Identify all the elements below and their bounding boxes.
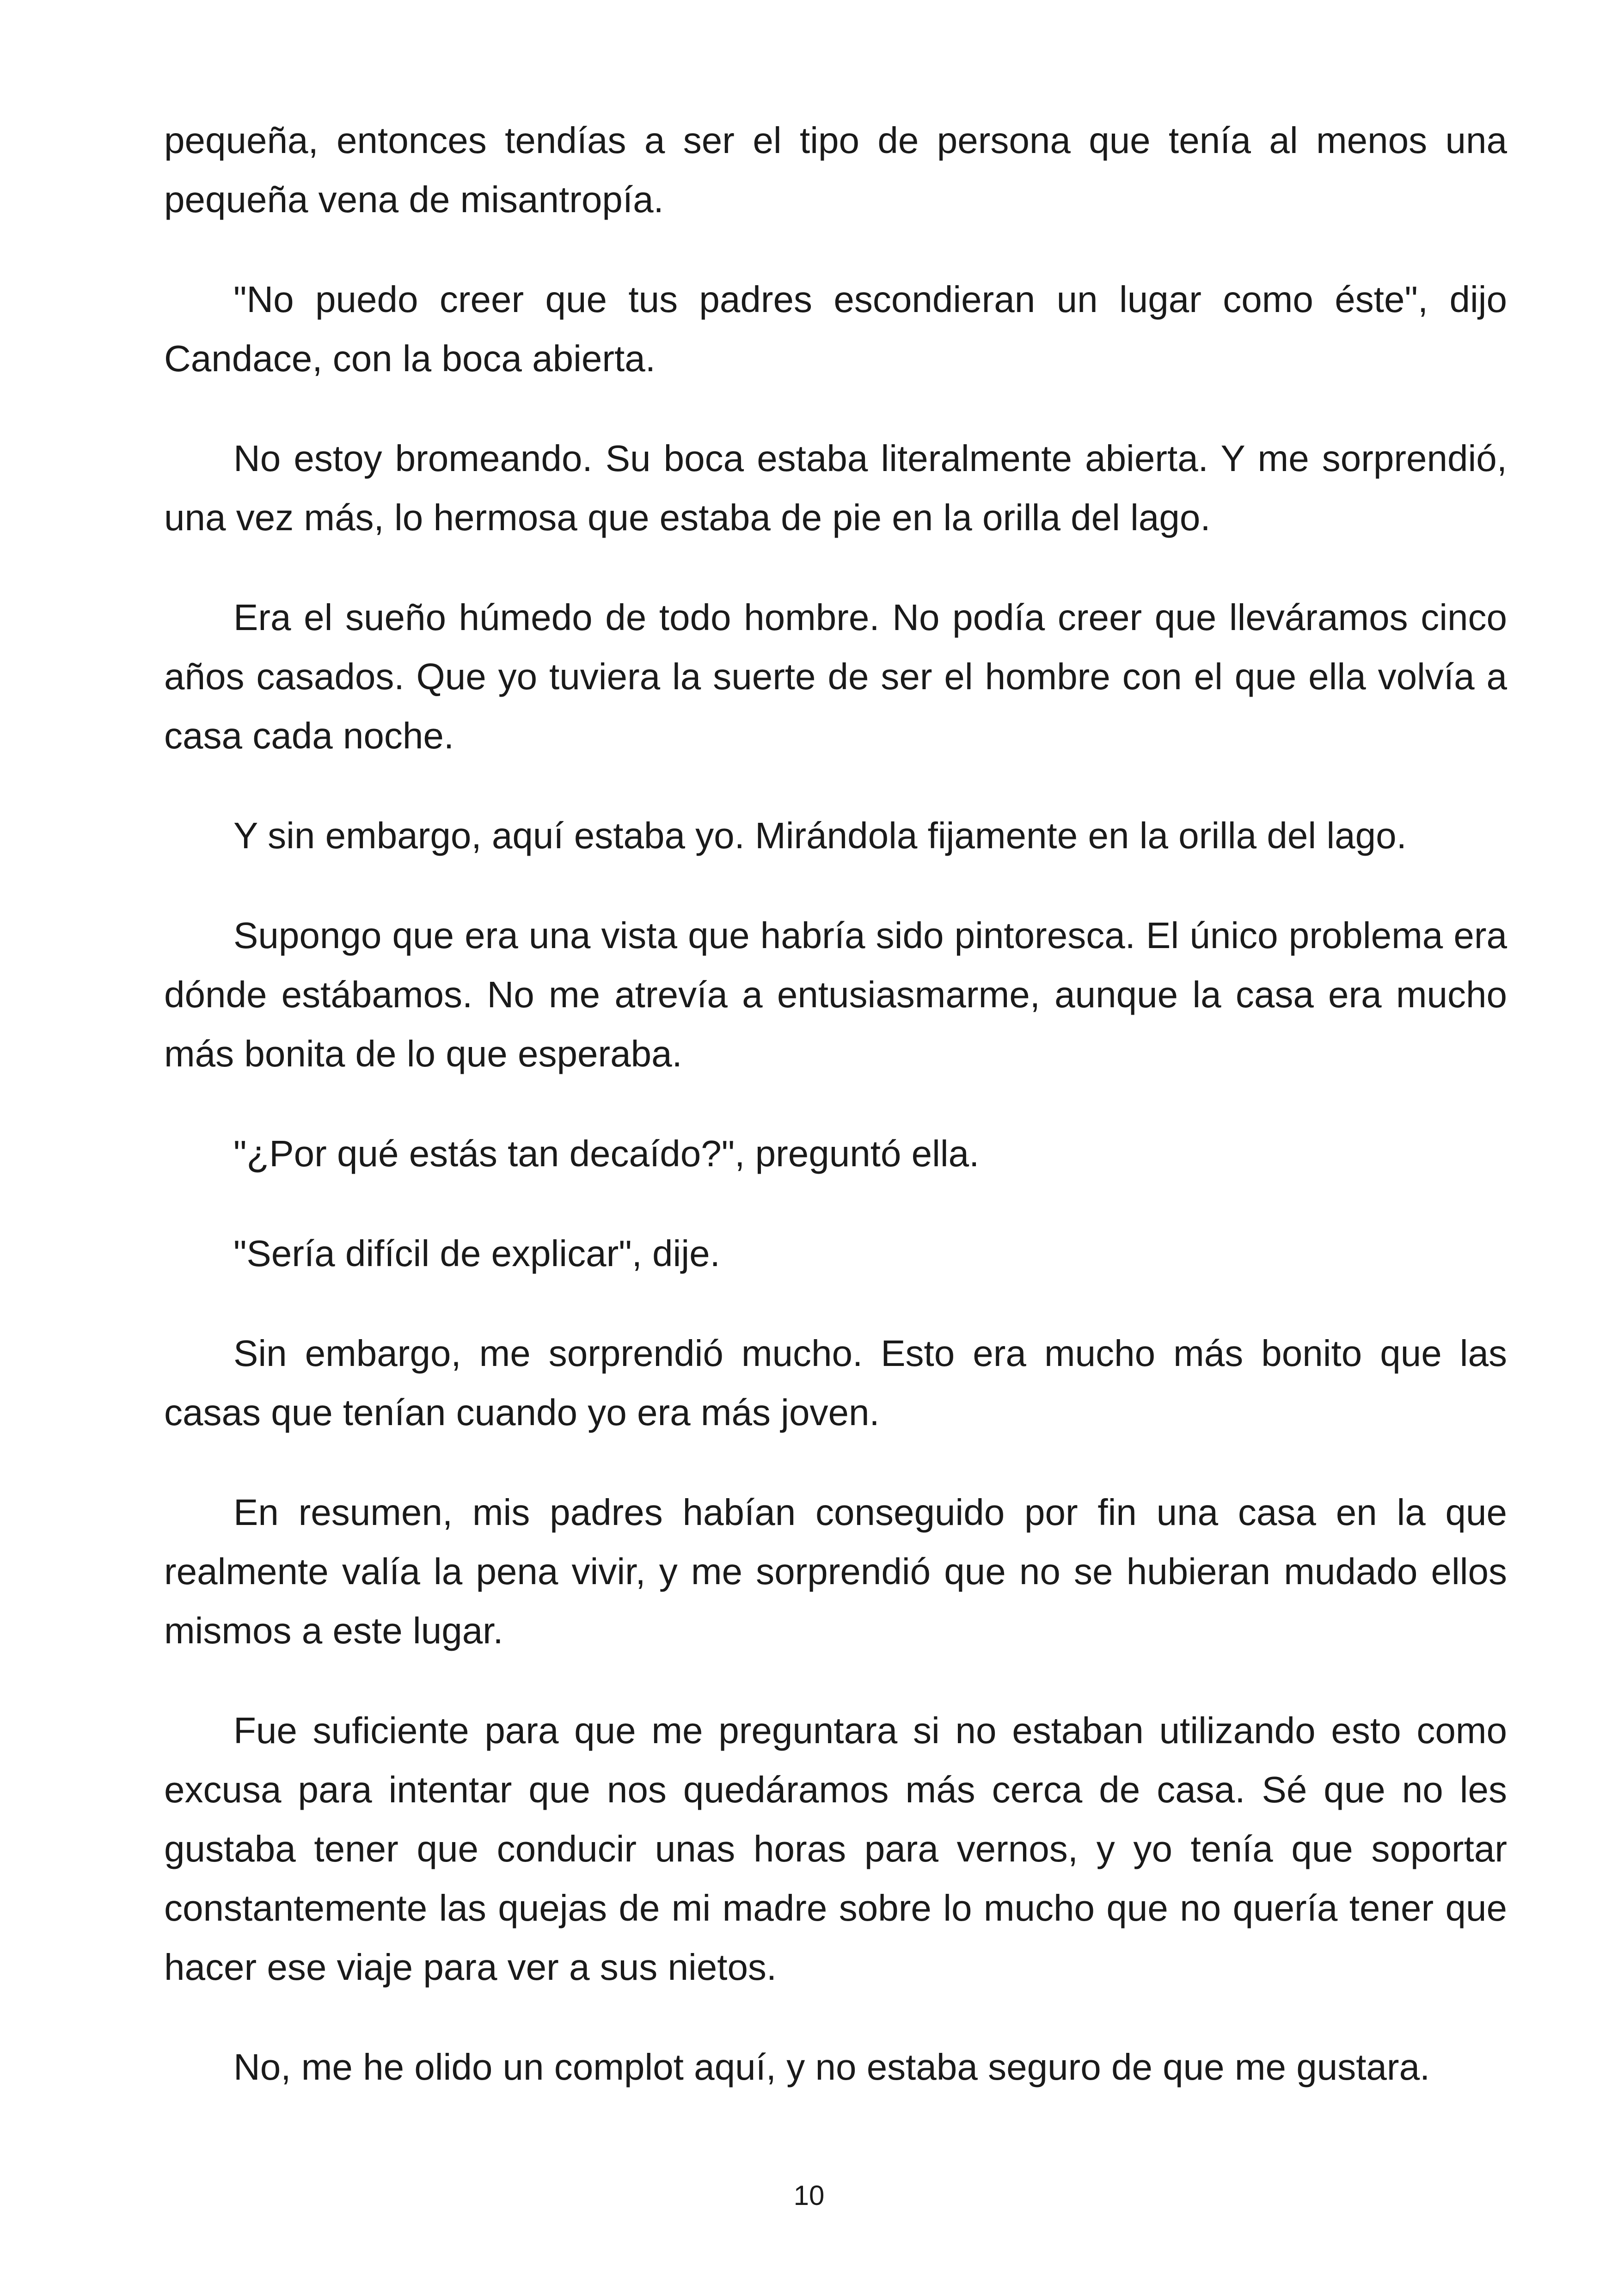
paragraph: Fue suficiente para que me preguntara si no estaban utilizando esto como excusa para intentar que nos quedáramos más cerca de casa. Sé que no les gustaba tener que conducir unas horas para vernos, y yo tenía que soportar constantemente las quejas de mi madre sobre lo mucho que no quería tener que hacer ese viaje para ver a sus nietos. [164, 1710, 1507, 1988]
paragraph: Y sin embargo, aquí estaba yo. Mirándola fijamente en la orilla del lago. [233, 815, 1407, 856]
paragraph: No, me he olido un complot aquí, y no estaba seguro de que me gustara. [233, 2046, 1430, 2088]
paragraph: Era el sueño húmedo de todo hombre. No podía creer que lleváramos cinco años casados. Que yo tuviera la suerte de ser el hombre con el que ella volvía a casa cada noche. [164, 597, 1507, 756]
paragraph: En resumen, mis padres habían conseguido por fin una casa en la que realmente valía la pena vivir, y me sorprendió que no se hubieran mudado ellos mismos a este lugar. [164, 1492, 1507, 1651]
body-text [164, 111, 1507, 2137]
paragraph: Sin embargo, me sorprendió mucho. Esto era mucho más bonito que las casas que tenían cuando yo era más joven. [164, 1333, 1507, 1433]
paragraph-continuation: pequeña, entonces tendías a ser el tipo de persona que tenía al menos una pequeña vena de misantropía. [164, 120, 1507, 220]
paragraph: "¿Por qué estás tan decaído?", preguntó ella. [233, 1133, 980, 1174]
paragraph: No estoy bromeando. Su boca estaba literalmente abierta. Y me sorprendió, una vez más, lo hermosa que estaba de pie en la orilla del lago. [164, 438, 1507, 538]
paragraph: "Sería difícil de explicar", dije. [233, 1233, 720, 1274]
paragraph: "No puedo creer que tus padres escondieran un lugar como éste", dijo Candace, con la boca abierta. [164, 279, 1507, 379]
page-number: 10 [793, 2180, 825, 2211]
paragraph: Supongo que era una vista que habría sido pintoresca. El único problema era dónde estábamos. No me atrevía a entusiasmarme, aunque la casa era mucho más bonita de lo que esperaba. [164, 915, 1507, 1074]
